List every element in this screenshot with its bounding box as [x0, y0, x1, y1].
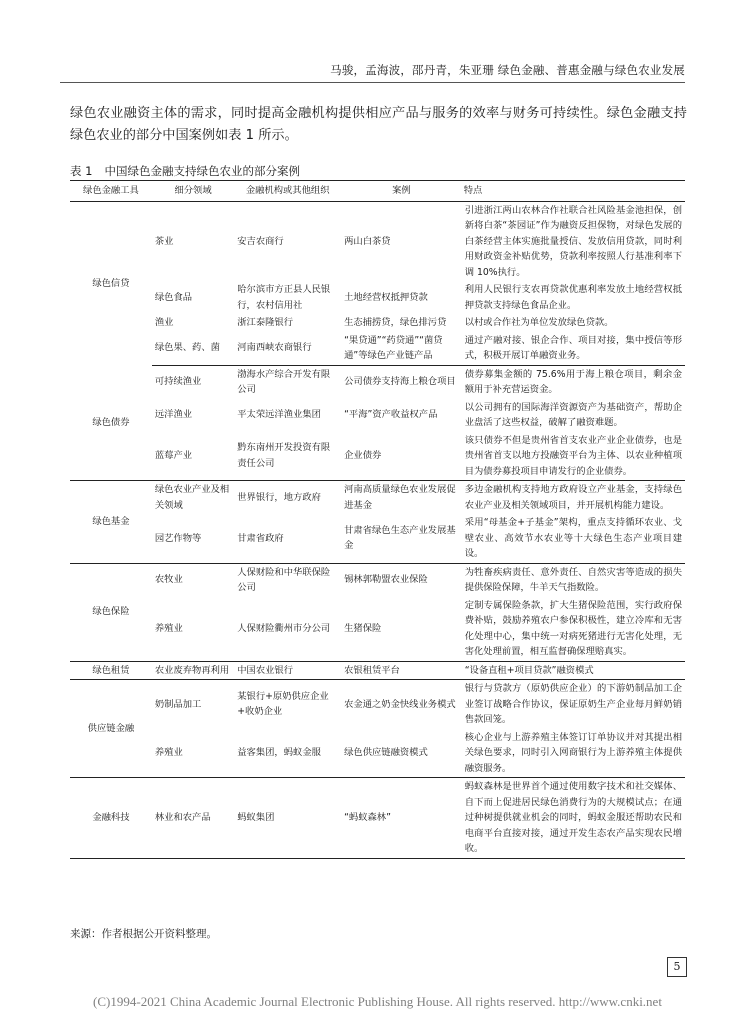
- feature-cell: 为牲畜疾病责任、意外责任、自然灾害等造成的损失提供保险保障，牛羊天气指数险。: [464, 566, 682, 593]
- org-cell: 渤海水产综合开发有限公司: [237, 368, 331, 395]
- feature-cell: 通过产融对接、银企合作、项目对接，集中授信等形式，积极开展订单融资业务。: [462, 332, 685, 366]
- field-cell: 养殖业: [152, 597, 234, 662]
- case-cell: 锡林郭勒盟农业保险: [344, 574, 428, 586]
- field-cell: 养殖业: [152, 729, 234, 778]
- table-row: [70, 481, 685, 515]
- feature-cell: 采用“母基金+子基金”架构，重点支持循环农业、戈壁农业、高效节水农业等十大绿色生态产业项目建设。: [462, 514, 685, 563]
- org-cell: 平太荣远洋渔业集团: [237, 409, 321, 421]
- feature-cell: 引进浙江两山农林合作社联合社风险基金池担保，创新将白茶“茶园证”作为融资反担保物，对绿色发展的白茶经营主体实施批量授信、发放信用贷款，同时利用财政资金补贴优势，贷款利率按照人行基准利率下调 10%执行。: [464, 204, 682, 278]
- field-cell: 绿色农业产业及相关领域: [154, 484, 230, 511]
- case-cell: 甘肃省绿色生态产业发展基金: [341, 514, 462, 563]
- table-caption: [70, 163, 300, 179]
- table-row: [70, 778, 685, 859]
- field-cell: 园艺作物等: [152, 514, 234, 563]
- table-row: [70, 729, 685, 778]
- table-title: 中国绿色金融支持绿色农业的部分案例: [104, 164, 300, 178]
- feature-cell: 利用人民银行支农再贷款优惠利率发放土地经营权抵押贷款支持绿色食品企业。: [464, 284, 682, 311]
- field-cell: 农业废弃物再利用: [152, 661, 234, 680]
- case-cell: 生态捕捞贷，绿色排污贷: [344, 317, 447, 328]
- field-cell: 可持续渔业: [154, 376, 202, 388]
- case-cell: 生猪保险: [341, 597, 462, 662]
- col-header-case: 案例: [341, 181, 462, 202]
- page-number: 5: [667, 957, 687, 977]
- case-cell: 农金通之奶金快线业务模式: [344, 698, 456, 710]
- org-cell: 哈尔滨市方正县人民银行，农村信用社: [237, 284, 331, 311]
- table-row: [70, 680, 685, 729]
- org-cell: 蚂蚁集团: [234, 778, 341, 859]
- feature-cell: 定制专属保险条款，扩大生猪保险范围，实行政府保费补贴，鼓励养殖农户参保积极性，建立冷库和无害化处理中心，集中统一对病死猪进行无害化处理，无害化处理前置，相互监督确保理赔真实。: [462, 597, 685, 662]
- table-row: [70, 332, 685, 366]
- table-header-row: [70, 181, 685, 202]
- intro-paragraph: 绿色农业融资主体的需求，同时提高金融机构提供相应产品与服务的效率与财务可持续性。绿色金融支持绿色农业的部分中国案例如表 1 所示。: [70, 106, 687, 143]
- org-cell: 黔东南州开发投资有限责任公司: [234, 432, 341, 481]
- case-cell: “蚂蚁森林”: [341, 778, 462, 859]
- col-header-tool: 绿色金融工具: [70, 181, 152, 202]
- case-cell: 土地经营权抵押贷款: [344, 291, 428, 303]
- org-cell: 甘肃省政府: [234, 514, 341, 563]
- org-cell: 河南西峡农商银行: [234, 332, 341, 366]
- table-row: [70, 597, 685, 662]
- table-row: [70, 432, 685, 481]
- col-header-feature: 特点: [462, 181, 685, 202]
- header-rule: [60, 82, 685, 83]
- table-row: [70, 201, 685, 281]
- case-cell: 公司债券支持海上粮仓项目: [344, 376, 456, 388]
- case-cell: 绿色供应链融资模式: [341, 729, 462, 778]
- case-cell: “平海”资产收益权产品: [344, 409, 438, 421]
- org-cell: 人保财险衢州市分公司: [234, 597, 341, 662]
- field-cell: 奶制品加工: [154, 698, 202, 710]
- feature-cell: 债券募集金额的 75.6%用于海上粮仓项目，剩余金额用于补充营运资金。: [464, 368, 682, 395]
- col-header-org: 金融机构或其他组织: [234, 181, 341, 202]
- running-head: 马骏，孟海波，邵丹青，朱亚珊 绿色金融、普惠金融与绿色农业发展: [330, 63, 685, 77]
- field-cell: 渔业: [154, 317, 174, 328]
- feature-cell: 以公司拥有的国际海洋资源资产为基础资产，帮助企业盘活了这些权益，破解了融资难题。: [464, 401, 682, 428]
- org-cell: 中国农业银行: [234, 661, 341, 680]
- tool-cell: 绿色债券: [70, 365, 152, 481]
- field-cell: 农牧业: [154, 574, 183, 586]
- feature-cell: 多边金融机构支持地方政府设立产业基金，支持绿色农业产业及相关领域项目，并开展机构能力建设。: [464, 484, 682, 511]
- tool-cell: 金融科技: [70, 778, 152, 859]
- table-source-note: 来源：作者根据公开资料整理。: [70, 928, 217, 940]
- tool-cell: 绿色信贷: [92, 277, 130, 289]
- feature-cell: 银行与贷款方（原奶供应企业）的下游奶制品加工企业签订战略合作协议，保证原奶生产企业每月鲜奶销售款回笼。: [464, 683, 682, 725]
- table-row: [70, 365, 685, 399]
- feature-cell: 核心企业与上游养殖主体签订订单协议并对其提出相关绿色要求，同时引入网商银行为上游养殖主体提供融资服务。: [462, 729, 685, 778]
- cases-table: [70, 180, 685, 859]
- field-cell: 蓝莓产业: [152, 432, 234, 481]
- feature-cell: 该只债券不但是贵州省首支农业产业企业债券，也是贵州省首支以地方投融资平台为主体、以农业种植项目为债券募投项目申请发行的企业债券。: [462, 432, 685, 481]
- field-cell: 远洋渔业: [154, 409, 193, 421]
- org-cell: 某银行+原奶供应企业+收奶企业: [237, 690, 329, 718]
- tool-cell: 绿色保险: [70, 563, 152, 661]
- feature-cell: 以村或合作社为单位发放绿色贷款。: [464, 317, 614, 328]
- table-number: 表 1: [70, 164, 93, 178]
- case-cell: “果贷通”“药贷通”“菌贷通”等绿色产业链产品: [341, 332, 462, 366]
- tool-cell: 绿色基金: [70, 481, 152, 564]
- copyright-watermark: (C)1994-2021 China Academic Journal Electronic Publishing House. All rights reserved. http://www.cnki.net: [93, 994, 662, 1009]
- field-cell: 绿色果、药、菌: [152, 332, 234, 366]
- table-row: [70, 514, 685, 563]
- table-row: [70, 563, 685, 597]
- case-cell: 农银租赁平台: [341, 661, 462, 680]
- feature-cell: 蚂蚁森林是世界首个通过使用数字技术和社交媒体、自下而上促进居民绿色消费行为的大规模试点；在通过种树提供就业机会的同时，蚂蚁金服还帮助农民和电商平台直接对接，通过开发生态农产品实现农民增收。: [462, 778, 685, 859]
- org-cell: 世界银行，地方政府: [237, 491, 321, 503]
- org-cell: 益客集团，蚂蚁金服: [234, 729, 341, 778]
- tool-cell: 供应链金融: [70, 680, 152, 778]
- table-row: [70, 314, 685, 332]
- table-row: [70, 399, 685, 432]
- org-cell: 浙江泰隆银行: [237, 317, 294, 328]
- field-cell: 绿色食品: [154, 291, 193, 303]
- case-cell: 企业债券: [341, 432, 462, 481]
- field-cell: 林业和农产品: [152, 778, 234, 859]
- org-cell: 人保财险和中华联保险公司: [237, 566, 331, 593]
- table-row: [70, 661, 685, 680]
- col-header-field: 细分领域: [152, 181, 234, 202]
- org-cell: 安吉农商行: [237, 235, 284, 247]
- table-row: [70, 281, 685, 314]
- feature-cell: “设备直租+项目贷款”融资模式: [462, 661, 685, 680]
- tool-cell: 绿色租赁: [70, 661, 152, 680]
- case-cell: 河南高质量绿色农业发展促进基金: [344, 484, 456, 511]
- field-cell: 茶业: [154, 235, 174, 247]
- case-cell: 两山白茶贷: [344, 235, 391, 247]
